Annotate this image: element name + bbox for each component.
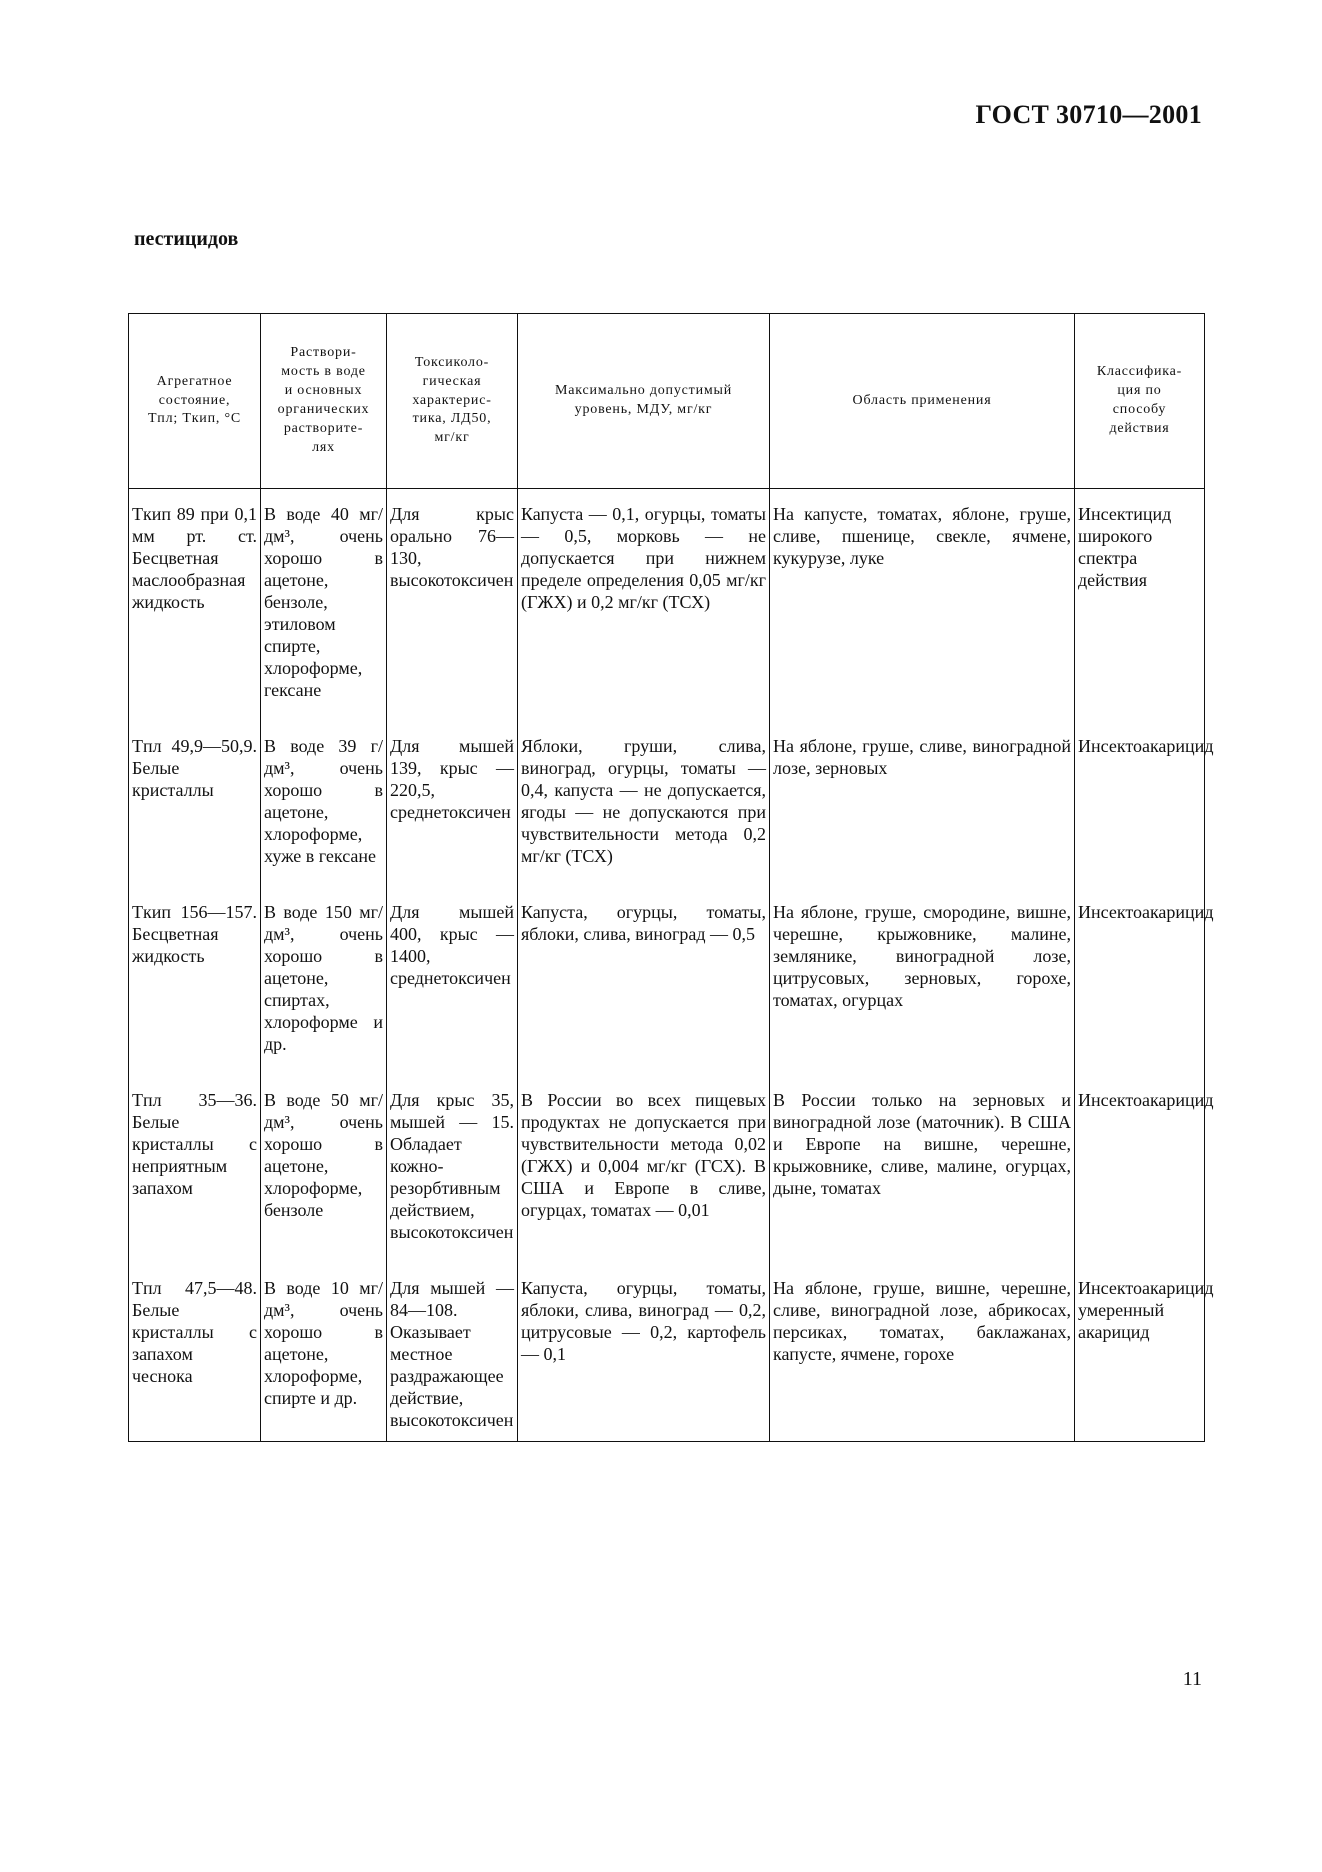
header-mrl: Максимально допустимый уровень, МДУ, мг/кг: [518, 314, 770, 489]
header-solubility: Раствори- мость в воде и основных органических растворите- лях: [261, 314, 387, 489]
header-aggregate-state: Агрегатное состояние, Tпл; Tкип, °С: [129, 314, 261, 489]
cell-mrl: В России во всех пищевых продуктах не допускается при чувствительности метода 0,02 (ГЖХ) и 0,004 мг/кг (ГСХ). В США и Европе в сливе, огурцах, томатах — 0,01: [518, 1075, 770, 1263]
cell-solubility: В воде 150 мг/дм³, очень хорошо в ацетоне, спиртах, хлороформе и др.: [261, 887, 387, 1075]
table-row: [129, 887, 1205, 1075]
cell-mrl: Капуста — 0,1, огурцы, томаты — 0,5, морковь — не допускается при нижнем пределе определения 0,05 мг/кг (ГЖХ) и 0,2 мг/кг (ТСХ): [518, 489, 770, 722]
pesticides-table: [128, 313, 1214, 1442]
cell-solubility: В воде 10 мг/дм³, очень хорошо в ацетоне, хлороформе, спирте и др.: [261, 1263, 387, 1442]
table-title-fragment: пестицидов: [134, 228, 239, 250]
table-row: [129, 721, 1205, 887]
cell-classification: Инсектицид широкого спектра действия: [1075, 489, 1205, 722]
cell-application-area: На яблоне, груше, сливе, виноградной лозе, зерновых: [770, 721, 1075, 887]
cell-solubility: В воде 39 г/дм³, очень хорошо в ацетоне, хлороформе, хуже в гексане: [261, 721, 387, 887]
cell-toxicology: Для крыс орально 76—130, высокотоксичен: [387, 489, 518, 722]
cell-solubility: В воде 40 мг/дм³, очень хорошо в ацетоне, бензоле, этиловом спирте, хлороформе, гексане: [261, 489, 387, 722]
table-header-row: [129, 314, 1205, 489]
cell-toxicology: Для мышей 139, крыс — 220,5, среднетоксичен: [387, 721, 518, 887]
cell-solubility: В воде 50 мг/дм³, очень хорошо в ацетоне, хлороформе, бензоле: [261, 1075, 387, 1263]
cell-toxicology: Для мышей 400, крыс — 1400, среднетоксичен: [387, 887, 518, 1075]
cell-toxicology: Для крыс 35, мышей — 15. Обладает кожно-резорбтивным действием, высокотоксичен: [387, 1075, 518, 1263]
cell-aggregate-state: Tпл 35—36. Белые кристаллы с неприятным запахом: [129, 1075, 261, 1263]
standard-code: ГОСТ 30710—2001: [975, 100, 1202, 129]
header-application-area: Область применения: [770, 314, 1075, 489]
cell-aggregate-state: Tпл 47,5—48. Белые кристаллы с запахом чеснока: [129, 1263, 261, 1442]
cell-mrl: Капуста, огурцы, томаты, яблоки, слива, виноград — 0,5: [518, 887, 770, 1075]
cell-classification: Инсектоакарицид: [1075, 721, 1205, 887]
page-number: 11: [1182, 1668, 1202, 1690]
table-row: [129, 1075, 1205, 1263]
cell-classification: Инсектоакарицид умеренный акарицид: [1075, 1263, 1205, 1442]
cell-aggregate-state: Tкип 156—157. Бесцветная жидкость: [129, 887, 261, 1075]
cell-mrl: Яблоки, груши, слива, виноград, огурцы, томаты — 0,4, капуста — не допускается, ягоды — не допускаются при чувствительности метода 0,2 мг/кг (ТСХ): [518, 721, 770, 887]
table-row: [129, 489, 1205, 722]
table-row: [129, 1263, 1205, 1442]
header-toxicology: Токсиколо- гическая характерис- тика, ЛД50, мг/кг: [387, 314, 518, 489]
cell-classification: Инсектоакарицид: [1075, 1075, 1205, 1263]
cell-application-area: На яблоне, груше, вишне, черешне, сливе, виноградной лозе, абрикосах, персиках, томатах, баклажанах, капусте, ячмене, горохе: [770, 1263, 1075, 1442]
cell-mrl: Капуста, огурцы, томаты, яблоки, слива, виноград — 0,2, цитрусовые — 0,2, картофель — 0,1: [518, 1263, 770, 1442]
cell-classification: Инсектоакарицид: [1075, 887, 1205, 1075]
cell-application-area: На яблоне, груше, смородине, вишне, черешне, крыжовнике, малине, землянике, виноградной лозе, цитрусовых, зерновых, горохе, томатах, огурцах: [770, 887, 1075, 1075]
cell-toxicology: Для мышей — 84—108. Оказывает местное раздражающее действие, высокотоксичен: [387, 1263, 518, 1442]
header-classification: Классифика- ция по способу действия: [1075, 314, 1205, 489]
cell-aggregate-state: Tпл 49,9—50,9. Белые кристаллы: [129, 721, 261, 887]
cell-aggregate-state: Tкип 89 при 0,1 мм рт. ст. Бесцветная маслообразная жидкость: [129, 489, 261, 722]
cell-application-area: На капусте, томатах, яблоне, груше, сливе, пшенице, свекле, ячмене, кукурузе, луке: [770, 489, 1075, 722]
cell-application-area: В России только на зерновых и виноградной лозе (маточник). В США и Европе на вишне, черешне, крыжовнике, сливе, малине, огурцах, дыне, томатах: [770, 1075, 1075, 1263]
